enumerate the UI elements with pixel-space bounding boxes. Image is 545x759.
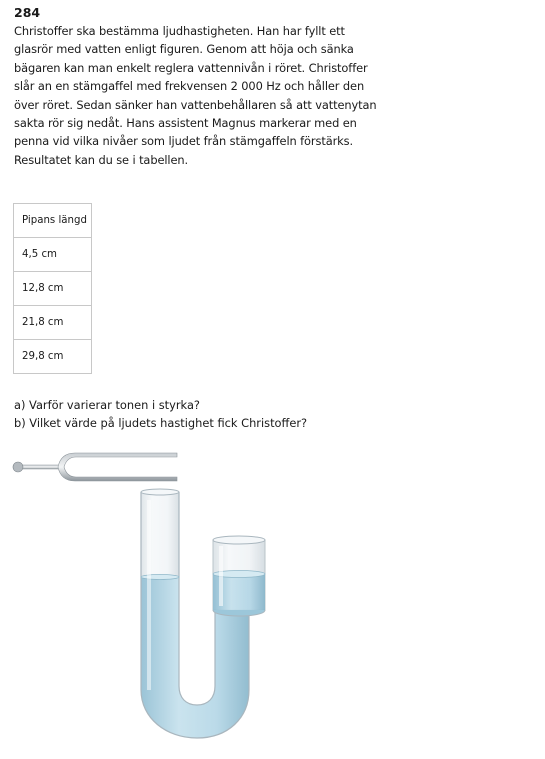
table-row xyxy=(14,340,92,374)
tuning-fork xyxy=(13,453,177,481)
problem-text xyxy=(14,22,394,169)
problem-text-line: bägaren kan man enkelt reglera vattennivån i röret. Christoffer xyxy=(14,60,368,75)
problem-text-line: penna vid vilka nivåer som ljudet från stämgaffeln förstärks. xyxy=(14,134,354,149)
water-reservoir xyxy=(213,536,265,616)
problem-text-line: Resultatet kan du se i tabellen. xyxy=(14,152,189,167)
table-cell: 21,8 cm xyxy=(14,306,92,340)
problem-text-line: glasrör med vatten enligt figuren. Genom att höja och sänka xyxy=(14,42,354,57)
table-header-cell: Pipans längd xyxy=(14,204,92,238)
table-cell: 12,8 cm xyxy=(14,272,92,306)
fork-knob xyxy=(13,462,23,472)
table-header-row xyxy=(14,204,92,238)
problem-text-line: Christoffer ska bestämma ljudhastigheten. Han har fyllt ett xyxy=(14,24,345,38)
fork-prongs xyxy=(58,453,177,481)
pipe-length-table xyxy=(13,203,92,374)
problem-text-line: över röret. Sedan sänker han vattenbehållaren så att vattenytan xyxy=(14,97,377,112)
question-a: a) Varför varierar tonen i styrka? xyxy=(14,398,200,412)
table-cell: 29,8 cm xyxy=(14,340,92,374)
question-b: b) Vilket värde på ljudets hastighet fick Christoffer? xyxy=(14,415,308,430)
table-row xyxy=(14,238,92,272)
tuning-fork-tube-figure xyxy=(0,440,300,750)
table-row xyxy=(14,272,92,306)
problem-text-line: sakta rör sig nedåt. Hans assistent Magnus markerar med en xyxy=(14,116,357,131)
problem-text-line: slår an en stämgaffel med frekvensen 2 000 Hz och håller den xyxy=(14,79,365,94)
table-row xyxy=(14,306,92,340)
problem-number: 284 xyxy=(14,5,41,20)
table-cell: 4,5 cm xyxy=(14,238,92,272)
questions xyxy=(14,397,307,432)
